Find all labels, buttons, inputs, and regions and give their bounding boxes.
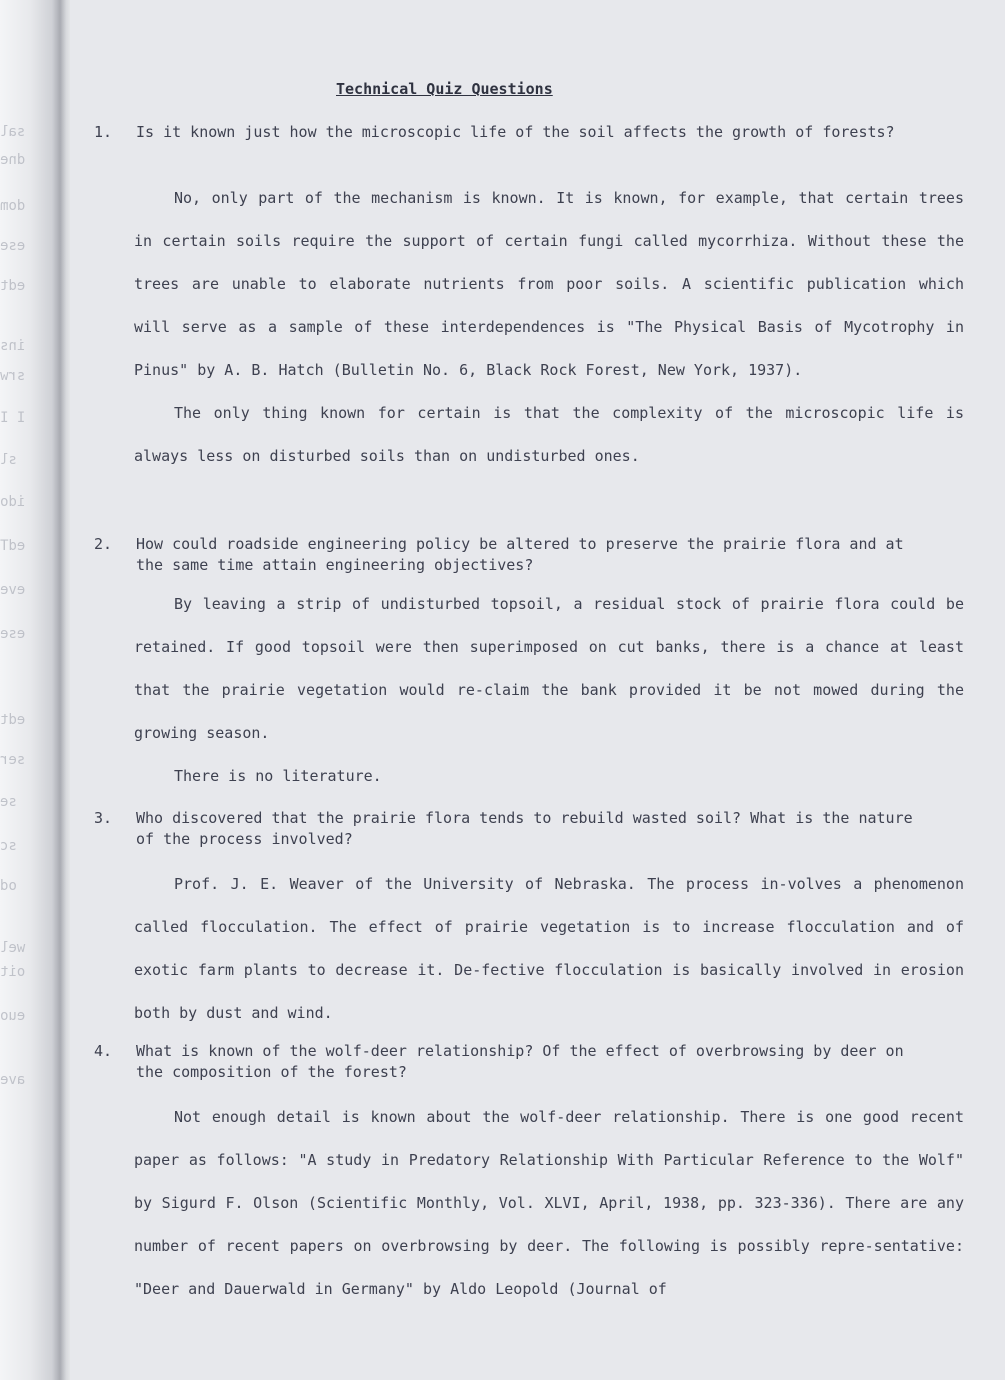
ghost-line: oit bbox=[0, 964, 26, 980]
ghost-line: ave bbox=[0, 1072, 26, 1088]
ghost-line: euo bbox=[0, 1008, 26, 1024]
ghost-line: ser bbox=[0, 752, 26, 768]
ghost-line: dne bbox=[0, 152, 26, 168]
question-text: Who discovered that the prairie flora tends to rebuild wasted soil? What is the nature of the process involved? bbox=[136, 809, 913, 848]
answer-paragraph: Not enough detail is known about the wolf-deer relationship. There is one good recent paper as follows: "A study in Predatory Relationship With Particular Reference to the Wolf" by Sigurd F. Olson (Scientific Monthly, Vol. XLVI, April, 1938, pp. 323-336). There are any number of recent papers on overbrowsing by deer. The following is possibly repre-sentative: "Deer and Dauerwald in Germany" by Aldo Leopold (Journal of bbox=[134, 1108, 964, 1298]
question-number: 1. bbox=[94, 123, 113, 141]
ghost-line: sl bbox=[0, 452, 17, 468]
answer-2 bbox=[134, 583, 964, 798]
ghost-line: sal bbox=[0, 124, 26, 140]
answer-1 bbox=[134, 177, 964, 478]
ghost-line: eve bbox=[0, 582, 26, 598]
page-title: Technical Quiz Questions bbox=[336, 80, 553, 98]
answer-paragraph: No, only part of the mechanism is known. It is known, for example, that certain trees in certain soils require the support of certain fungi called mycorrhiza. Without these the trees are unable to elaborate nutrients from poor soils. A scientific publication which will serve as a sample of these interdependences is "The Physical Basis of Mycotrophy in Pinus" by A. B. Hatch (Bulletin No. 6, Black Rock Forest, New York, 1937). bbox=[134, 189, 964, 379]
ghost-line: se bbox=[0, 794, 17, 810]
ghost-line: ese bbox=[0, 238, 26, 254]
bleed-through-text bbox=[0, 0, 42, 1380]
question-text: How could roadside engineering policy be altered to preserve the prairie flora and at the same time attain engineering objectives? bbox=[136, 535, 904, 574]
document-page bbox=[70, 0, 1005, 1380]
question-4 bbox=[94, 1041, 914, 1083]
ghost-line: edT bbox=[0, 538, 26, 554]
question-2 bbox=[94, 534, 914, 576]
ghost-line: ins bbox=[0, 338, 26, 354]
ghost-line: od bbox=[0, 878, 17, 894]
ghost-line: srw bbox=[0, 368, 26, 384]
ghost-line: ese bbox=[0, 626, 26, 642]
answer-paragraph: By leaving a strip of undisturbed topsoil, a residual stock of prairie flora could be retained. If good topsoil were then superimposed on cut banks, there is a chance at least that the prairie vegetation would re-claim the bank provided it be not mowed during the growing season. bbox=[134, 595, 964, 742]
ghost-line: ido bbox=[0, 494, 26, 510]
question-text: What is known of the wolf-deer relationship? Of the effect of overbrowsing by deer on the composition of the forest? bbox=[136, 1042, 904, 1081]
ghost-line: edt bbox=[0, 712, 26, 728]
answer-paragraph: Prof. J. E. Weaver of the University of Nebraska. The process in-volves a phenomenon called flocculation. The effect of prairie vegetation is to increase flocculation and of exotic farm plants to decrease it. De-fective flocculation is basically involved in erosion both by dust and wind. bbox=[134, 875, 964, 1022]
answer-paragraph: The only thing known for certain is that the complexity of the microscopic life is always less on disturbed soils than on undisturbed ones. bbox=[134, 404, 964, 465]
ghost-line: wel bbox=[0, 940, 26, 956]
question-number: 3. bbox=[94, 809, 113, 827]
ghost-line: I I bbox=[0, 410, 26, 426]
ghost-line: edt bbox=[0, 278, 26, 294]
ghost-line: dom bbox=[0, 198, 26, 214]
question-text: Is it known just how the microscopic life of the soil affects the growth of forests? bbox=[136, 123, 895, 141]
question-1 bbox=[94, 122, 914, 143]
answer-3 bbox=[134, 863, 964, 1035]
question-number: 4. bbox=[94, 1042, 113, 1060]
ghost-line: sc bbox=[0, 838, 17, 854]
answer-4 bbox=[134, 1096, 964, 1311]
question-3 bbox=[94, 808, 914, 850]
question-number: 2. bbox=[94, 535, 113, 553]
answer-paragraph: There is no literature. bbox=[174, 767, 382, 785]
